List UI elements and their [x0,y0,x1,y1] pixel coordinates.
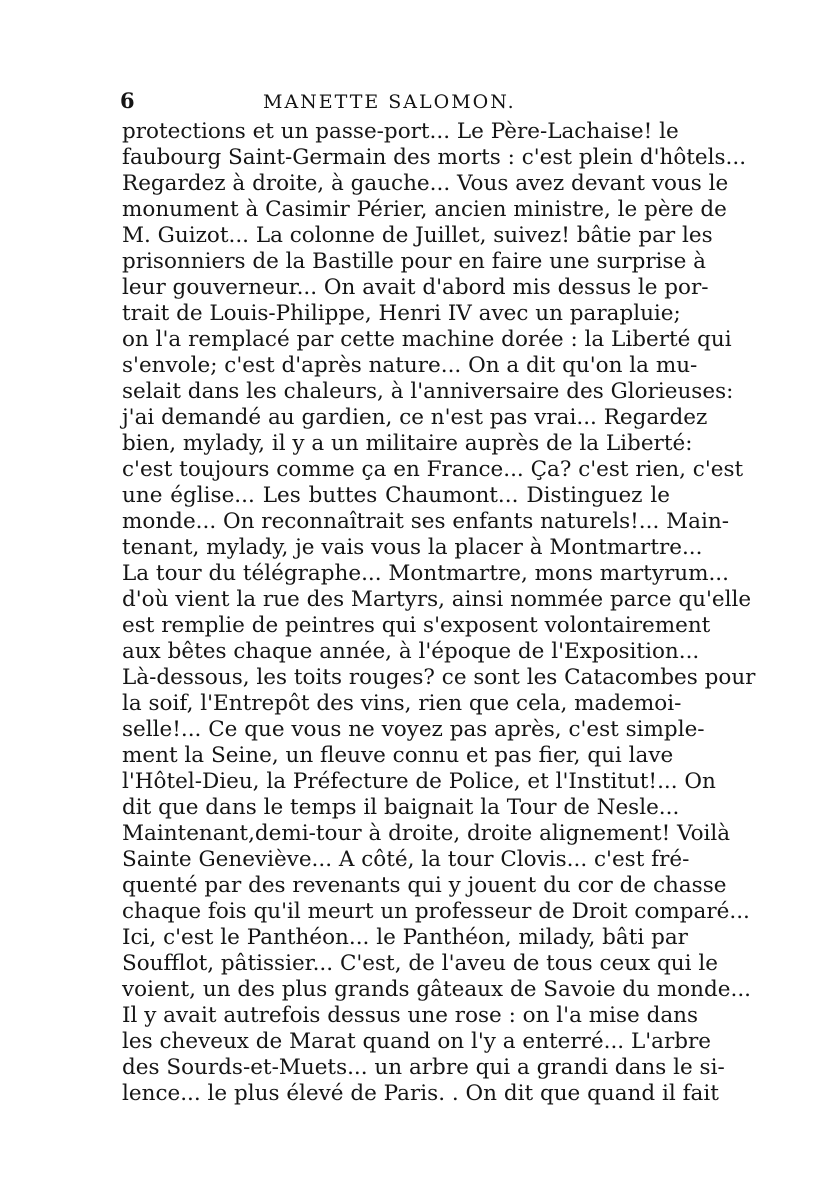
text-line: Sainte Geneviève... A côté, la tour Clovis... c'est fré- [122,847,690,872]
text-line: est remplie de peintres qui s'exposent volontairement [122,613,711,638]
text-line: monument à Casimir Périer, ancien ministre, le père de [122,197,727,222]
text-line: La tour du télégraphe... Montmartre, mons martyrum... [122,561,729,586]
text-line: Maintenant,demi-tour à droite, droite alignement! Voilà [122,821,731,846]
text-line: voient, un des plus grands gâteaux de Savoie du monde... [122,977,751,1002]
text-line: bien, mylady, il y a un militaire auprès de la Liberté: [122,431,693,456]
text-line: une église... Les buttes Chaumont... Distinguez le [122,483,670,508]
page-number: 6 [120,88,135,113]
text-line: ment la Seine, un fleuve connu et pas fier, qui lave [122,743,674,768]
text-line: leur gouverneur... On avait d'abord mis dessus le por- [122,275,709,300]
body-text [122,119,756,1107]
text-line: c'est toujours comme ça en France... Ça? c'est rien, c'est [122,457,744,482]
text-line: des Sourds-et-Muets... un arbre qui a grandi dans le si- [122,1055,725,1080]
text-line: tenant, mylady, je vais vous la placer à Montmartre... [122,535,703,560]
text-line: selait dans les chaleurs, à l'anniversaire des Glorieuses: [122,379,734,404]
text-line: monde... On reconnaîtrait ses enfants naturels!... Main- [122,509,729,534]
text-line: Ici, c'est le Panthéon... le Panthéon, milady, bâti par [122,925,688,950]
running-head [120,86,668,116]
text-line: l'Hôtel-Dieu, la Préfecture de Police, et l'Institut!... On [122,769,716,794]
text-line: protections et un passe-port... Le Père-Lachaise! le [122,119,679,144]
text-line: Soufflot, pâtissier... C'est, de l'aveu de tous ceux qui le [122,951,718,976]
text-line: chaque fois qu'il meurt un professeur de Droit comparé... [122,899,750,924]
text-line: aux bêtes chaque année, à l'époque de l'Exposition... [122,639,700,664]
text-line: Il y avait autrefois dessus une rose : on l'a mise dans [122,1003,699,1028]
running-title: MANETTE SALOMON. [263,91,516,113]
text-line: s'envole; c'est d'après nature... On a dit qu'on la mu- [122,353,698,378]
text-line: les cheveux de Marat quand on l'y a enterré... L'arbre [122,1029,711,1054]
text-line: Là-dessous, les toits rouges? ce sont les Catacombes pour [122,665,756,690]
text-line: selle!... Ce que vous ne voyez pas après, c'est simple- [122,717,705,742]
text-line: prisonniers de la Bastille pour en faire une surprise à [122,249,706,274]
text-line: dit que dans le temps il baignait la Tour de Nesle... [122,795,680,820]
text-line: j'ai demandé au gardien, ce n'est pas vrai... Regardez [122,405,708,430]
text-line: lence... le plus élevé de Paris. . On dit que quand il fait [122,1081,719,1106]
text-line: quenté par des revenants qui y jouent du cor de chasse [122,873,727,898]
text-line: Regardez à droite, à gauche... Vous avez devant vous le [122,171,729,196]
text-line: on l'a remplacé par cette machine dorée : la Liberté qui [122,327,732,352]
text-line: M. Guizot... La colonne de Juillet, suivez! bâtie par les [122,223,713,248]
text-line: trait de Louis-Philippe, Henri IV avec un parapluie; [122,301,681,326]
text-line: la soif, l'Entrepôt des vins, rien que cela, mademoi- [122,691,682,716]
text-line: faubourg Saint-Germain des morts : c'est plein d'hôtels... [122,145,747,170]
text-line: d'où vient la rue des Martyrs, ainsi nommée parce qu'elle [122,587,752,612]
